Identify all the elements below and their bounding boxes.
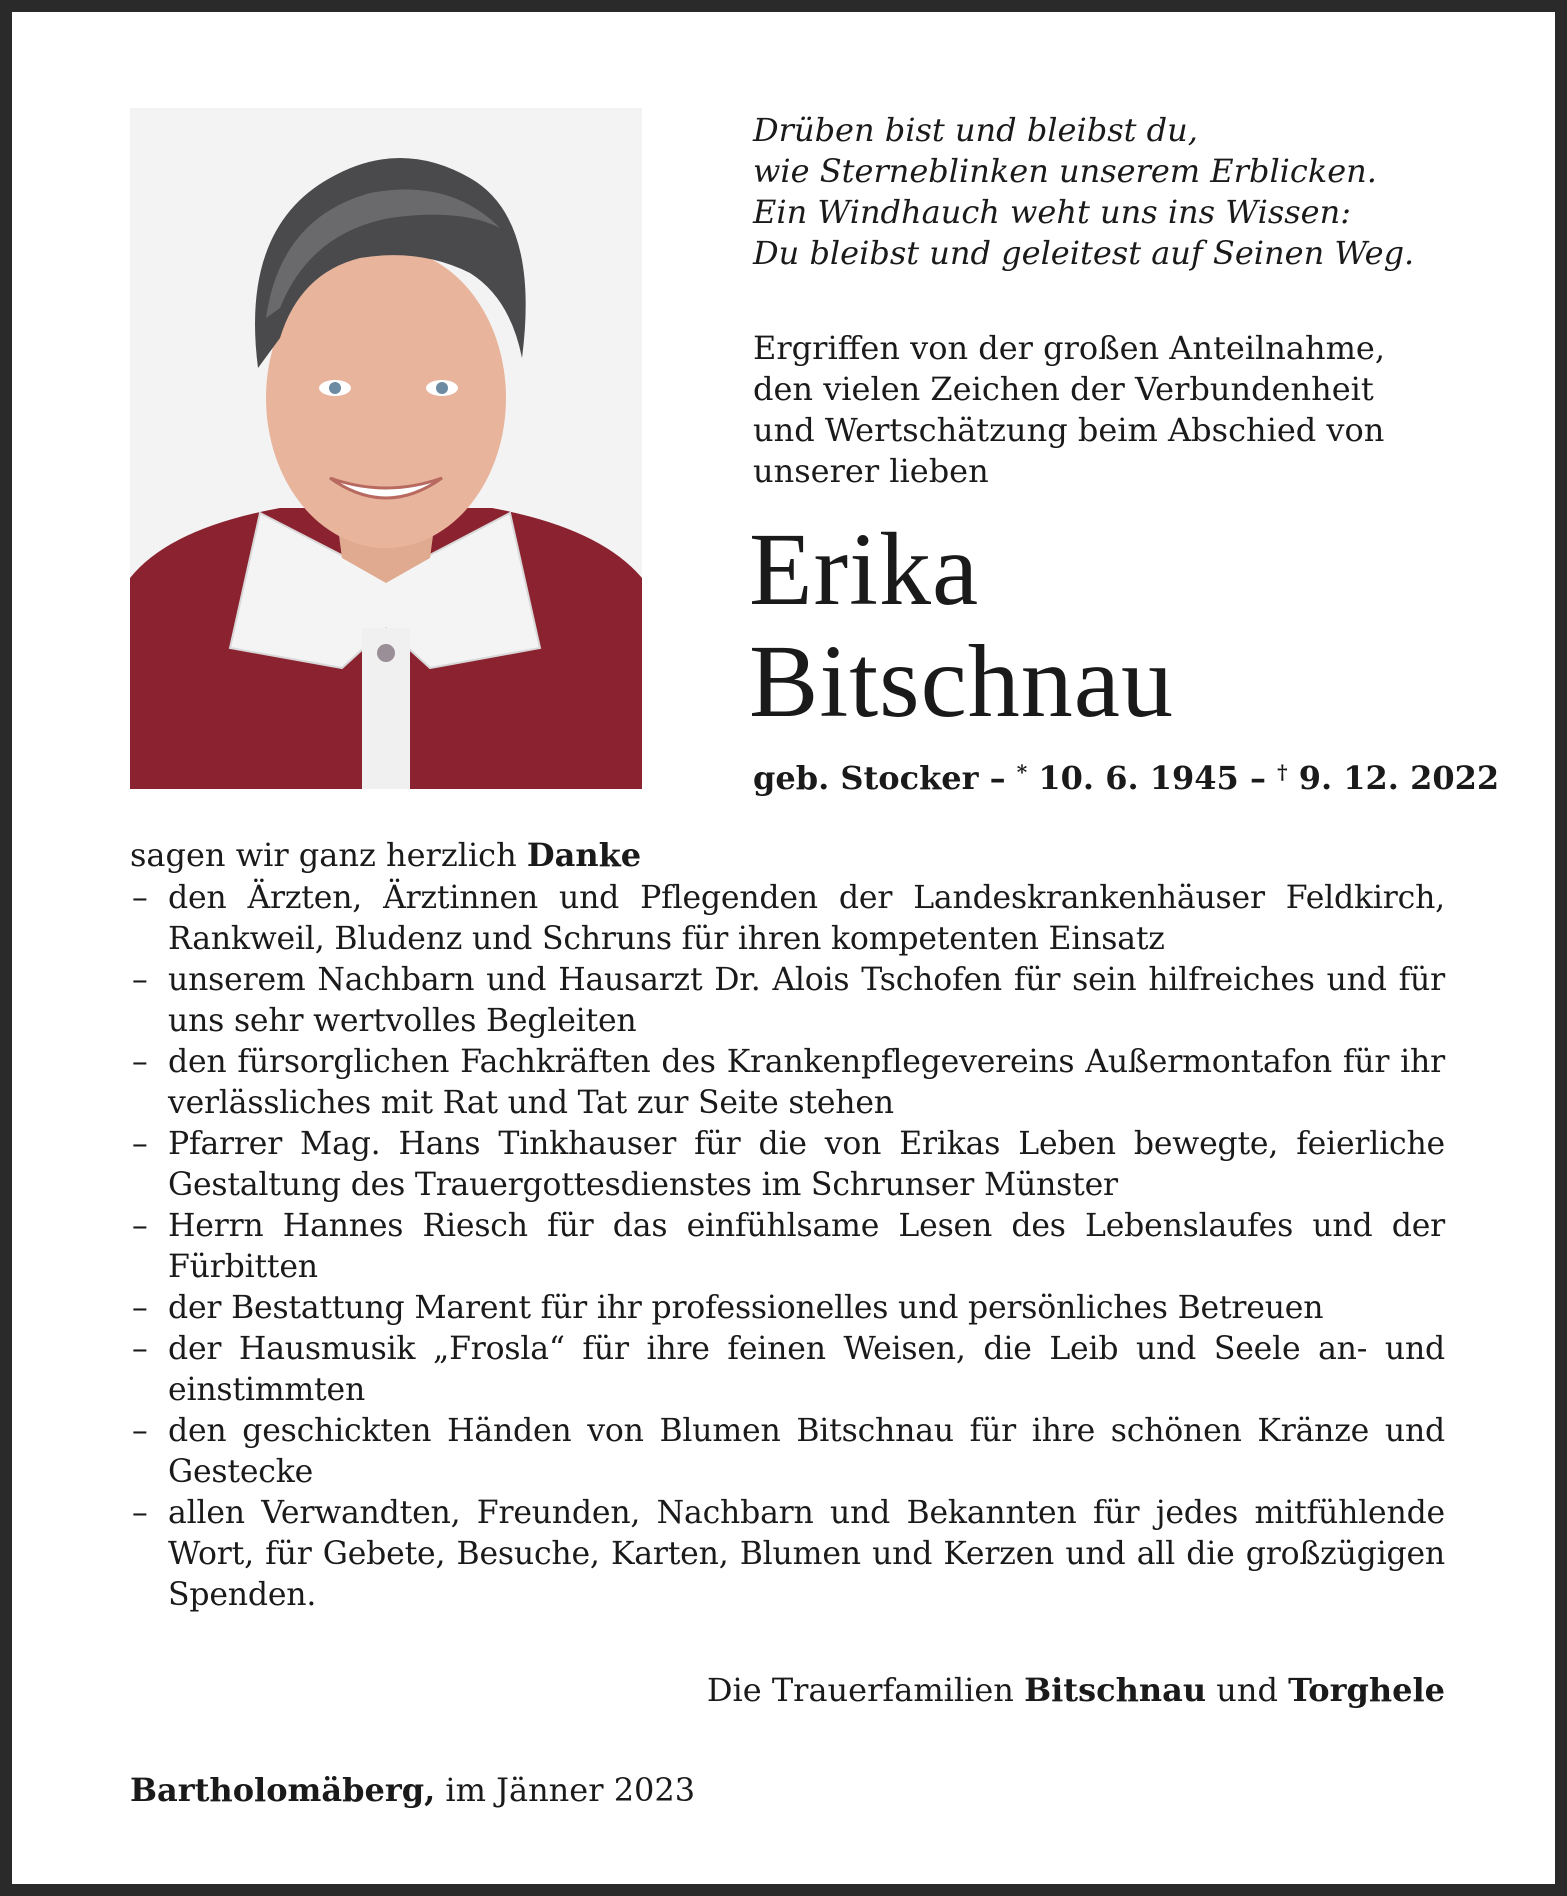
bullet-dash: – — [132, 1413, 148, 1449]
verse-line: wie Sterneblinken unserem Erblicken. — [753, 152, 1377, 190]
deceased-name — [749, 514, 1174, 738]
thanks-item — [130, 1042, 1445, 1124]
signature-and: und — [1206, 1671, 1289, 1709]
memorial-verse — [753, 110, 1473, 274]
intro-line: Ergriffen von der großen Anteilnahme, — [753, 329, 1386, 367]
thanks-item — [130, 1411, 1445, 1493]
born-symbol: * — [1016, 760, 1028, 784]
intro-line: unserer lieben — [753, 452, 989, 490]
place-name: Bartholomäberg, — [130, 1771, 436, 1809]
thanks-item-text: der Hausmusik „Frosla“ für ihre feinen Weisen, die Leib und Seele an- und einstimmten — [168, 1331, 1445, 1408]
thanks-lead: sagen wir ganz herzlich — [130, 836, 527, 874]
intro-line: den vielen Zeichen der Verbundenheit — [753, 370, 1374, 408]
portrait-photo — [130, 108, 642, 789]
verse-line: Drüben bist und bleibst du, — [753, 111, 1198, 149]
thanks-item — [130, 1206, 1445, 1288]
place-and-date — [130, 1770, 695, 1811]
maiden-name: geb. Stocker — [753, 759, 979, 797]
last-name: Bitschnau — [749, 624, 1174, 739]
verse-line: Ein Windhauch weht uns ins Wissen: — [753, 193, 1351, 231]
intro-text — [753, 328, 1473, 492]
death-date: 9. 12. 2022 — [1287, 759, 1500, 797]
first-name: Erika — [749, 512, 980, 627]
thanks-item — [130, 1329, 1445, 1411]
bullet-dash: – — [132, 962, 148, 998]
life-dates — [753, 752, 1499, 798]
publish-date: im Jänner 2023 — [435, 1771, 696, 1809]
bullet-dash: – — [132, 1126, 148, 1162]
thanks-item-text: den geschickten Händen von Blumen Bitschnau für ihre schönen Kränze und Gestecke — [168, 1413, 1445, 1490]
thanks-bold: Danke — [526, 836, 642, 874]
family-name: Torghele — [1288, 1671, 1445, 1709]
bullet-dash: – — [132, 1208, 148, 1244]
thanks-item-text: den fürsorglichen Fachkräften des Krankenpflegevereins Außermontafon für ihr verlässliches mit Rat und Tat zur Seite stehen — [168, 1044, 1445, 1121]
thanks-item-text: allen Verwandten, Freunden, Nachbarn und Bekannten für jedes mitfühlende Wort, für Gebete, Besuche, Karten, Blumen und Kerzen und all die großzügigen Spenden. — [168, 1495, 1445, 1613]
bullet-dash: – — [132, 1331, 148, 1367]
bullet-dash: – — [132, 1495, 148, 1531]
verse-line: Du bleibst und geleitest auf Seinen Weg. — [753, 234, 1415, 272]
thanks-item — [130, 960, 1445, 1042]
thanks-item-text: Pfarrer Mag. Hans Tinkhauser für die von Erikas Leben bewegte, feierliche Gestaltung des Trauergottesdienstes im Schrunser Münster — [168, 1126, 1445, 1203]
family-name: Bitschnau — [1024, 1671, 1207, 1709]
birth-date: 10. 6. 1945 — [1027, 759, 1239, 797]
bullet-dash: – — [132, 880, 148, 916]
bullet-dash: – — [132, 1290, 148, 1326]
signature — [707, 1670, 1445, 1711]
portrait-illustration — [130, 108, 642, 789]
thanks-list — [130, 878, 1445, 1616]
obituary-page — [12, 12, 1555, 1884]
thanks-item-text: den Ärzten, Ärztinnen und Pflegenden der Landeskrankenhäuser Feldkirch, Rankweil, Bludenz und Schruns für ihren kompetenten Einsatz — [168, 880, 1445, 957]
date-separator: – — [978, 759, 1017, 797]
died-symbol: † — [1277, 760, 1288, 784]
bullet-dash: – — [132, 1044, 148, 1080]
thanks-item — [130, 1124, 1445, 1206]
thanks-item-text: der Bestattung Marent für ihr professionelles und persönliches Betreuen — [168, 1290, 1324, 1326]
date-separator: – — [1238, 759, 1278, 797]
thanks-item-text: unserem Nachbarn und Hausarzt Dr. Alois Tschofen für sein hilfreiches und für uns sehr wertvolles Begleiten — [168, 962, 1445, 1039]
intro-line: und Wertschätzung beim Abschied von — [753, 411, 1385, 449]
thanks-item — [130, 1493, 1445, 1616]
thanks-item-text: Herrn Hannes Riesch für das einfühlsame Lesen des Lebenslaufes und der Fürbitten — [168, 1208, 1445, 1285]
thanks-item — [130, 878, 1445, 960]
thanks-heading — [130, 835, 641, 876]
thanks-item — [130, 1288, 1445, 1329]
signature-lead: Die Trauerfamilien — [706, 1671, 1025, 1709]
